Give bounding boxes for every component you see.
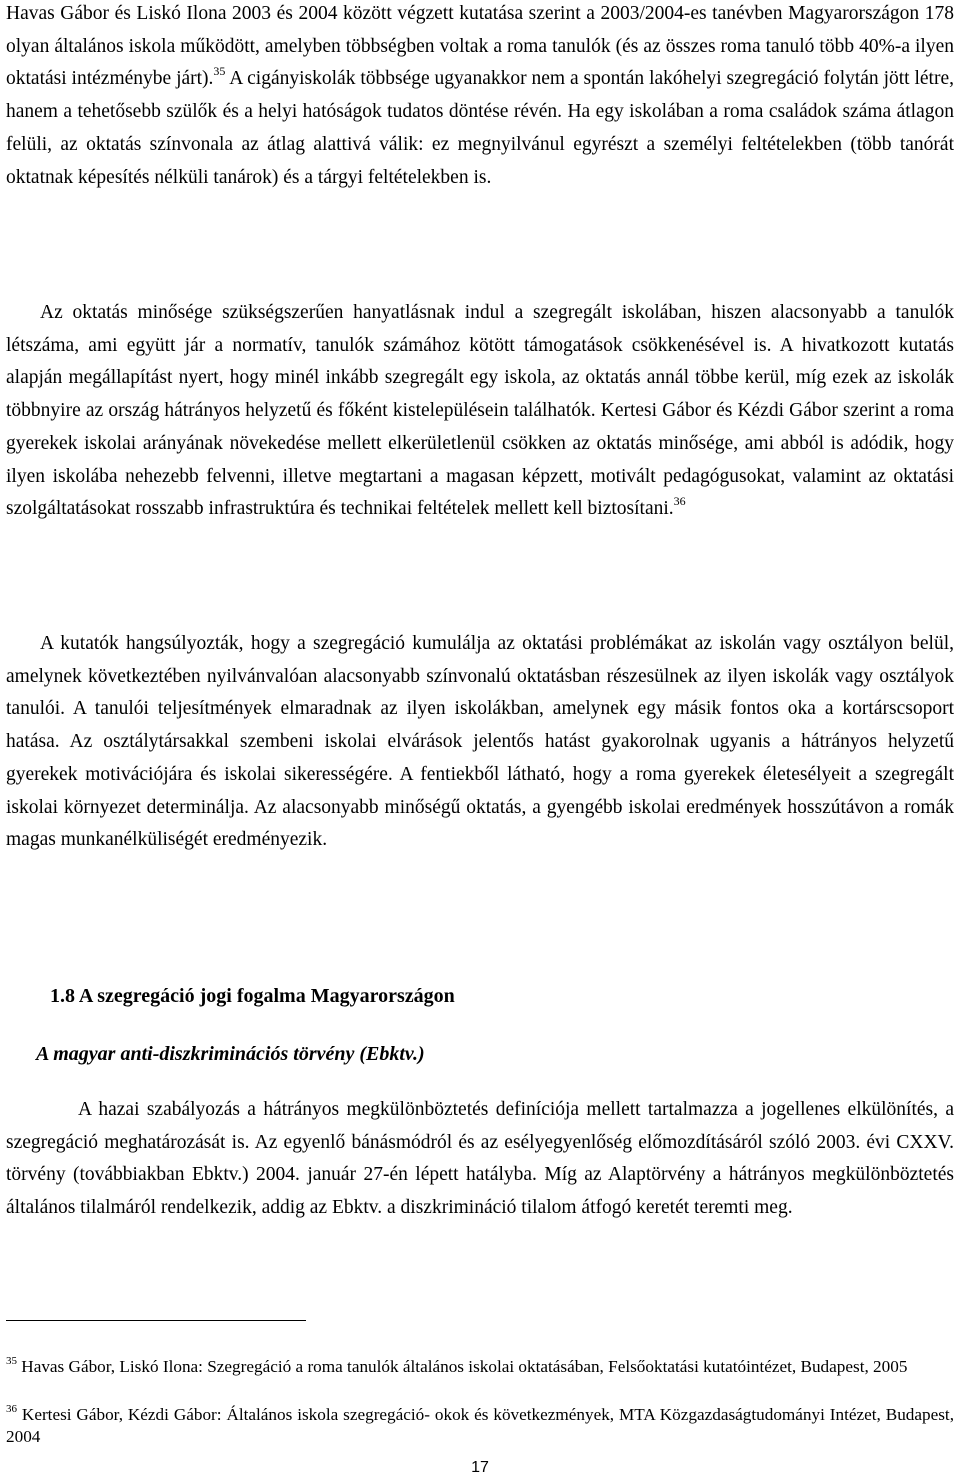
paragraph-2-text: Az oktatás minősége szükségszerűen hanyatlásnak indul a szegregált iskolában, hiszen alacsonyabb a tanulók létszáma, ami együtt jár a normatív, tanulók számához kötött támogatások csökkenésével is. A hivatkozott kutatás alapján megállapítást nyert, hogy minél inkább szegregált egy iskola, az oktatás annál többe kerül, míg ezek az iskolák többnyire az ország hátrányos helyzetű és főként kistelepülésein találhatók. Kertesi Gábor és Kézdi Gábor szerint a roma gyerekek iskolai arányának növekedése mellett elkerületlenül csökken az oktatás minősége, ami abból is adódik, hogy ilyen iskolába nehezebb felvenni, illetve megtartani a magasan képzett, motivált pedagógusokat, valamint az oktatási szolgáltatásokat rosszabb infrastruktúra és technikai feltételek mellett kell biztosítani. [6,302,954,520]
section-heading: 1.8 A szegregáció jogi fogalma Magyarországon [50,985,455,1007]
footnote-36 [6,1404,954,1448]
paragraph-4 [6,1094,954,1225]
paragraph-1 [6,0,954,194]
footnote-ref-35[interactable]: 35 [213,64,226,79]
paragraph-2 [6,297,954,526]
paragraph-1-text: Havas Gábor és Liskó Ilona 2003 és 2004 között végzett kutatása szerint a 2003/2004-es tanévben Magyarországon 178 olyan általános iskola működött, amelyben többségben voltak a roma tanulók (és az összes roma tanuló több 40%-a ilyen oktatási intézménybe járt). [6,3,954,90]
page-number: 17 [471,1459,489,1476]
section-subheading: A magyar anti-diszkriminációs törvény (Ebktv.) [36,1043,425,1065]
paragraph-4-text: A hazai szabályozás a hátrányos megkülönböztetés definíciója mellett tartalmazza a jogellenes elkülönítés, a szegregáció meghatározását is. Az egyenlő bánásmódról és az esélyegyenlőség előmozdításáról szóló 2003. évi CXXV. törvény (továbbiakban Ebktv.) 2004. január 27-én lépett hatályba. Míg az Alaptörvény a hátrányos megkülönböztetés általános tilalmáról rendelkezik, addig az Ebktv. a diszkrimináció tilalom átfogó keretét teremti meg. [6,1099,954,1219]
footnote-mark-35: 35 [6,1355,17,1367]
footnote-36-text: Kertesi Gábor, Kézdi Gábor: Általános iskola szegregáció- okok és következmények, MTA Közgazdaságtudományi Intézet, Budapest, 2004 [6,1405,954,1446]
paragraph-3-text: A kutatók hangsúlyozták, hogy a szegregáció kumulálja az oktatási problémákat az iskolán vagy osztályon belül, amelynek következtében nyilvánvalóan alacsonyabb színvonalú oktatásban részesülnek az ilyen iskolák vagy osztályok tanulói. A tanulói teljesítmények elmaradnak az ilyen iskolákban, amelynek egy másik fontos oka a kortárscsoport hatása. Az osztálytársakkal szembeni iskolai elvárások jelentős hatást gyakorolnak ugyanis a hátrányos helyzetű gyerekek motivációjára és iskolai sikerességére. A fentiekből látható, hogy a roma gyerekek életesélyeit a szegregált iskolai környezet determinálja. Az alacsonyabb minőségű oktatás, a gyengébb iskolai eredmények hosszútávon a romák magas munkanélküliségét eredményezik. [6,633,954,851]
footnote-mark-36: 36 [6,1403,17,1415]
footnote-ref-36[interactable]: 36 [673,494,686,509]
document-page [6,0,954,1484]
footnote-35-text: Havas Gábor, Liskó Ilona: Szegregáció a roma tanulók általános iskolai oktatásában, Felsőoktatási kutatóintézet, Budapest, 2005 [21,1357,908,1376]
paragraph-3 [6,628,954,857]
footnote-separator [6,1320,306,1321]
footnote-35 [6,1356,954,1378]
paragraph-1-tail: A cigányiskolák többsége ugyanakkor nem a spontán lakóhelyi szegregáció folytán jött létre, hanem a tehetősebb szülők és a helyi hatóságok tudatos döntése révén. Ha egy iskolában a roma családok száma átlagon felüli, az oktatás színvonala az átlag alattivá válik: ez megnyilvánul egyrészt a személyi feltételekben (több tanórát oktatnak képesítés nélküli tanárok) és a tárgyi feltételekben is. [6,68,954,188]
